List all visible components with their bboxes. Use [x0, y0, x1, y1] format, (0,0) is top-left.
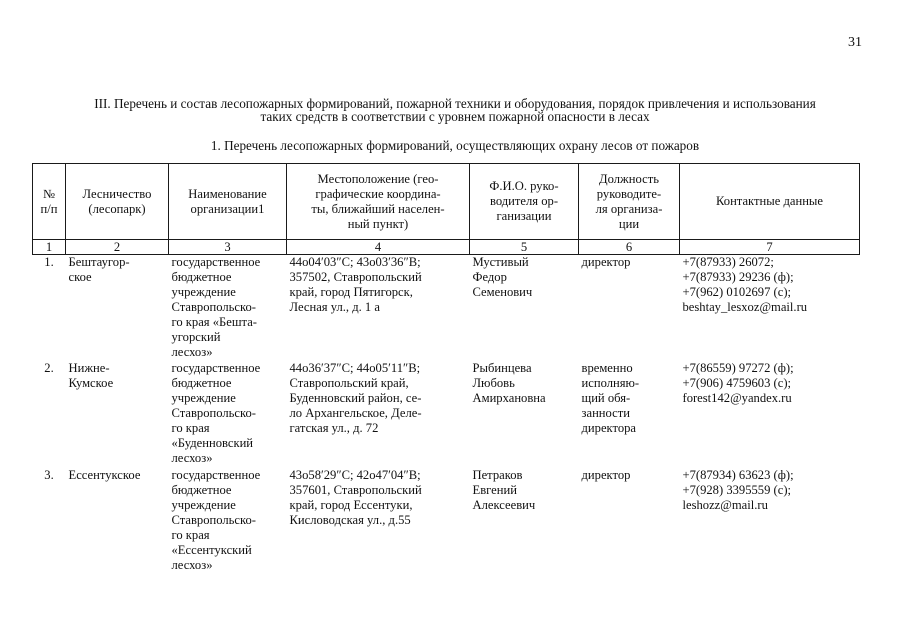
forest-fire-units-table — [32, 163, 860, 578]
contact-email: leshozz@mail.ru — [682, 498, 768, 512]
column-number-row — [33, 240, 860, 255]
header-cell-location: Местоположение (гео- графические координа- ты, ближайший населен- ный пункт) — [287, 164, 470, 240]
column-number: 3 — [169, 240, 287, 255]
row-organization: государственное бюджетное учреждение Ставропольско- го края «Бешта- угорский лесхоз» — [171, 255, 261, 359]
row-contacts — [680, 255, 860, 362]
row-location: 44о04′03″С; 43о03′36″В; 357502, Ставропольский край, город Пятигорск, Лесная ул., д. 1 а — [289, 255, 422, 314]
row-position: директор — [581, 255, 631, 269]
row-location: 43о58′29″С; 42о47′04″В; 357601, Ставропольский край, город Ессентуки, Кисловодская ул., д.55 — [289, 468, 422, 527]
column-number: 1 — [33, 240, 66, 255]
contact-phone: +7(86559) 97272 (ф); — [682, 361, 794, 375]
contact-phone: +7(906) 4759603 (с); — [682, 376, 792, 390]
page-number: 31 — [848, 35, 862, 50]
header-cell-forestry: Лесничество (лесопарк) — [66, 164, 169, 240]
row-head-name: Петраков Евгений Алексеевич — [472, 468, 536, 512]
row-head-name: Мустивый Федор Семенович — [472, 255, 533, 299]
row-number: 1. — [44, 255, 54, 269]
section-title-line-2: таких средств в соответствии с уровнем пожарной опасности в лесах — [260, 109, 650, 124]
contact-phone: +7(87934) 63623 (ф); — [682, 468, 794, 482]
row-position: временно исполняю- щий обя- занности директора — [581, 361, 640, 435]
header-cell-position: Должность руководите- ля организа- ции — [579, 164, 680, 240]
row-position: директор — [581, 468, 631, 482]
table-row — [33, 255, 860, 362]
table-row — [33, 468, 860, 578]
contact-email: beshtay_lesxoz@mail.ru — [682, 300, 808, 314]
header-cell-number: № п/п — [33, 164, 66, 240]
contact-phone: +7(962) 0102697 (с); — [682, 285, 792, 299]
header-cell-contacts: Контактные данные — [680, 164, 860, 240]
section-title-line-1: III. Перечень и состав лесопожарных формирований, пожарной техники и оборудования, порядок привлечения и использования — [94, 96, 816, 111]
row-organization: государственное бюджетное учреждение Ставропольско- го края «Ессентукский лесхоз» — [171, 468, 261, 572]
row-forestry: Нижне- Кумское — [68, 361, 114, 390]
header-cell-head-name: Ф.И.О. руко- водителя ор- ганизации — [470, 164, 579, 240]
row-forestry: Бештаугор- ское — [68, 255, 130, 284]
contact-phone: +7(87933) 29236 (ф); — [682, 270, 794, 284]
column-number: 4 — [287, 240, 470, 255]
row-location: 44о36′37″С; 44о05′11″В; Ставропольский край, Буденновский район, се- ло Архангельское, Деле- гатская ул., д. 72 — [289, 361, 422, 435]
table-header-row — [33, 164, 860, 240]
contact-email: forest142@yandex.ru — [682, 391, 792, 405]
column-number: 2 — [66, 240, 169, 255]
subsection-title: 1. Перечень лесопожарных формирований, осуществляющих охрану лесов от пожаров — [210, 138, 700, 153]
row-contacts — [680, 468, 860, 578]
column-number: 6 — [579, 240, 680, 255]
column-number: 7 — [680, 240, 860, 255]
contact-phone: +7(87933) 26072; — [682, 255, 774, 269]
table-row — [33, 361, 860, 468]
contact-phone: +7(928) 3395559 (с); — [682, 483, 792, 497]
row-contacts — [680, 361, 860, 468]
row-organization: государственное бюджетное учреждение Ставропольско- го края «Буденновский лесхоз» — [171, 361, 261, 465]
row-number: 3. — [44, 468, 54, 482]
section-title — [40, 97, 870, 123]
header-cell-organization: Наименование организации1 — [169, 164, 287, 240]
row-head-name: Рыбинцева Любовь Амирхановна — [472, 361, 546, 405]
row-number: 2. — [44, 361, 54, 375]
column-number: 5 — [470, 240, 579, 255]
row-forestry: Ессентукское — [68, 468, 141, 482]
